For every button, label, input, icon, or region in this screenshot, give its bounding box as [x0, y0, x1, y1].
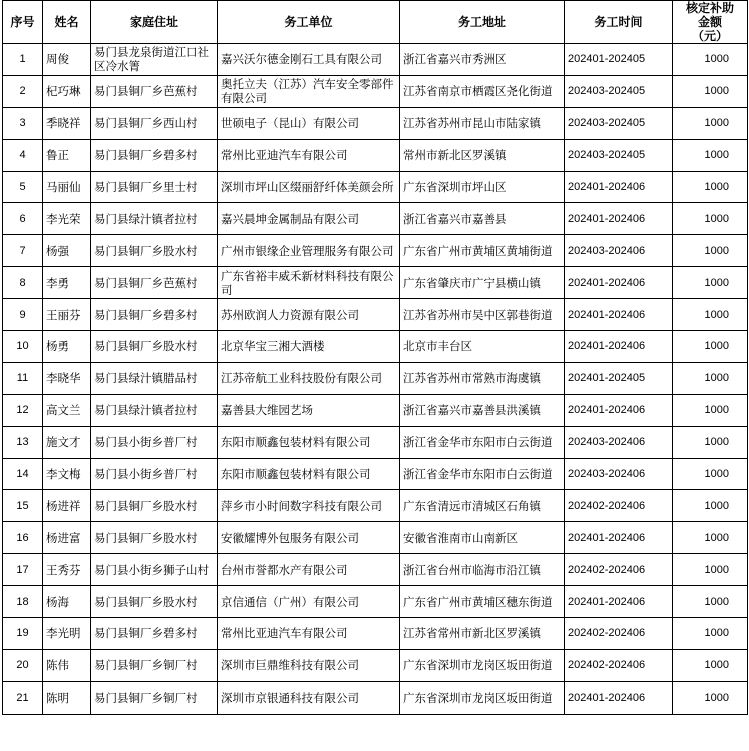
- cell-employer: 江苏帝航工业科技股份有限公司: [218, 362, 400, 394]
- table-row: [3, 490, 748, 522]
- cell-name: 李晓华: [43, 362, 91, 394]
- cell-work-address: 广东省深圳市龙岗区坂田街道: [400, 649, 565, 681]
- cell-amount: 1000: [673, 618, 748, 650]
- cell-name: 杨进富: [43, 522, 91, 554]
- cell-work-address: 浙江省嘉兴市秀洲区: [400, 44, 565, 76]
- cell-period: 202401-202406: [565, 522, 673, 554]
- cell-amount: 1000: [673, 107, 748, 139]
- cell-no: 3: [3, 107, 43, 139]
- cell-employer: 常州比亚迪汽车有限公司: [218, 139, 400, 171]
- cell-no: 10: [3, 331, 43, 363]
- cell-name: 李文梅: [43, 458, 91, 490]
- cell-work-address: 广东省清远市清城区石角镇: [400, 490, 565, 522]
- cell-name: 马丽仙: [43, 171, 91, 203]
- cell-employer: 台州市誉都水产有限公司: [218, 554, 400, 586]
- cell-no: 4: [3, 139, 43, 171]
- cell-period: 202401-202406: [565, 203, 673, 235]
- cell-name: 杨强: [43, 235, 91, 267]
- cell-home: 易门县铜厂乡股水村: [91, 331, 218, 363]
- cell-no: 1: [3, 44, 43, 76]
- cell-name: 杨进祥: [43, 490, 91, 522]
- cell-employer: 嘉兴沃尔德金刚石工具有限公司: [218, 44, 400, 76]
- cell-amount: 1000: [673, 554, 748, 586]
- cell-employer: 萍乡市小时间数字科技有限公司: [218, 490, 400, 522]
- cell-work-address: 江苏省南京市栖霞区尧化街道: [400, 75, 565, 107]
- cell-home: 易门县铜厂乡芭蕉村: [91, 267, 218, 299]
- cell-name: 杞巧琳: [43, 75, 91, 107]
- cell-employer: 深圳市坪山区缀丽舒纤体美颜会所: [218, 171, 400, 203]
- cell-home: 易门县铜厂乡铜厂村: [91, 649, 218, 681]
- cell-name: 鲁正: [43, 139, 91, 171]
- cell-amount: 1000: [673, 681, 748, 714]
- cell-employer: 嘉善县大维园艺场: [218, 394, 400, 426]
- cell-no: 13: [3, 426, 43, 458]
- table-row: [3, 426, 748, 458]
- cell-period: 202401-202406: [565, 171, 673, 203]
- cell-home: 易门县铜厂乡碧多村: [91, 299, 218, 331]
- cell-home: 易门县铜厂乡西山村: [91, 107, 218, 139]
- cell-employer: 嘉兴晨坤金属制品有限公司: [218, 203, 400, 235]
- cell-period: 202401-202406: [565, 267, 673, 299]
- cell-period: 202401-202405: [565, 44, 673, 76]
- table-row: [3, 522, 748, 554]
- header-amount-line2: 金额: [697, 15, 722, 29]
- cell-home: 易门县铜厂乡碧多村: [91, 618, 218, 650]
- cell-home: 易门县铜厂乡里士村: [91, 171, 218, 203]
- table-row: [3, 107, 748, 139]
- cell-work-address: 安徽省淮南市山南新区: [400, 522, 565, 554]
- table-row: [3, 75, 748, 107]
- cell-employer: 京信通信（广州）有限公司: [218, 586, 400, 618]
- cell-employer: 安徽耀博外包服务有限公司: [218, 522, 400, 554]
- cell-period: 202403-202406: [565, 235, 673, 267]
- cell-home: 易门县小街乡狮子山村: [91, 554, 218, 586]
- cell-period: 202402-202406: [565, 618, 673, 650]
- cell-work-address: 浙江省嘉兴市嘉善县: [400, 203, 565, 235]
- cell-home: 易门县铜厂乡股水村: [91, 490, 218, 522]
- cell-work-address: 浙江省金华市东阳市白云街道: [400, 426, 565, 458]
- cell-period: 202401-202406: [565, 394, 673, 426]
- cell-work-address: 江苏省苏州市常熟市海虞镇: [400, 362, 565, 394]
- cell-home: 易门县铜厂乡碧多村: [91, 139, 218, 171]
- cell-name: 王丽芬: [43, 299, 91, 331]
- cell-work-address: 江苏省苏州市昆山市陆家镇: [400, 107, 565, 139]
- cell-amount: 1000: [673, 139, 748, 171]
- cell-employer: 苏州欧润人力资源有限公司: [218, 299, 400, 331]
- cell-period: 202401-202406: [565, 681, 673, 714]
- table-row: [3, 362, 748, 394]
- cell-employer: 广东省裕丰威禾新材料科技有限公司: [218, 267, 400, 299]
- cell-no: 9: [3, 299, 43, 331]
- cell-amount: 1000: [673, 394, 748, 426]
- table-body: [3, 44, 748, 715]
- table-row: [3, 203, 748, 235]
- subsidy-table: [2, 0, 748, 715]
- header-home: 家庭住址: [91, 1, 218, 44]
- table-row: [3, 171, 748, 203]
- cell-amount: 1000: [673, 75, 748, 107]
- cell-amount: 1000: [673, 522, 748, 554]
- cell-work-address: 广东省广州市黄埔区黄埔街道: [400, 235, 565, 267]
- cell-no: 15: [3, 490, 43, 522]
- cell-no: 14: [3, 458, 43, 490]
- cell-period: 202402-202406: [565, 554, 673, 586]
- cell-home: 易门县铜厂乡股水村: [91, 522, 218, 554]
- cell-no: 5: [3, 171, 43, 203]
- cell-no: 7: [3, 235, 43, 267]
- cell-no: 12: [3, 394, 43, 426]
- cell-amount: 1000: [673, 44, 748, 76]
- cell-work-address: 浙江省金华市东阳市白云街道: [400, 458, 565, 490]
- cell-name: 王秀芬: [43, 554, 91, 586]
- cell-name: 李勇: [43, 267, 91, 299]
- cell-name: 杨勇: [43, 331, 91, 363]
- cell-name: 施文才: [43, 426, 91, 458]
- cell-employer: 世硕电子（昆山）有限公司: [218, 107, 400, 139]
- cell-employer: 东阳市顺鑫包装材料有限公司: [218, 458, 400, 490]
- cell-period: 202403-202405: [565, 75, 673, 107]
- header-amount: [673, 1, 748, 44]
- header-amount-line3: （元）: [691, 29, 728, 43]
- header-no: 序号: [3, 1, 43, 44]
- cell-no: 17: [3, 554, 43, 586]
- cell-work-address: 浙江省台州市临海市沿江镇: [400, 554, 565, 586]
- cell-period: 202401-202406: [565, 331, 673, 363]
- cell-work-address: 广东省深圳市坪山区: [400, 171, 565, 203]
- cell-amount: 1000: [673, 203, 748, 235]
- cell-no: 18: [3, 586, 43, 618]
- cell-amount: 1000: [673, 362, 748, 394]
- cell-home: 易门县绿汁镇腊品村: [91, 362, 218, 394]
- table-row: [3, 299, 748, 331]
- header-amount-line1: 核定补助: [685, 1, 734, 15]
- table-row: [3, 649, 748, 681]
- cell-name: 李光明: [43, 618, 91, 650]
- cell-no: 21: [3, 681, 43, 714]
- header-row: [3, 1, 748, 44]
- cell-no: 11: [3, 362, 43, 394]
- cell-no: 19: [3, 618, 43, 650]
- cell-amount: 1000: [673, 426, 748, 458]
- cell-name: 杨海: [43, 586, 91, 618]
- table-row: [3, 267, 748, 299]
- cell-home: 易门县龙泉街道江口社区冷水箐: [91, 44, 218, 76]
- cell-employer: 常州比亚迪汽车有限公司: [218, 618, 400, 650]
- cell-no: 8: [3, 267, 43, 299]
- cell-employer: 深圳市巨鼎维科技有限公司: [218, 649, 400, 681]
- cell-name: 高文兰: [43, 394, 91, 426]
- table-row: [3, 139, 748, 171]
- cell-no: 6: [3, 203, 43, 235]
- cell-work-address: 广东省深圳市龙岗区坂田街道: [400, 681, 565, 714]
- header-period: 务工时间: [565, 1, 673, 44]
- cell-name: 陈伟: [43, 649, 91, 681]
- cell-no: 16: [3, 522, 43, 554]
- cell-work-address: 广东省广州市黄埔区穗东街道: [400, 586, 565, 618]
- cell-amount: 1000: [673, 299, 748, 331]
- cell-period: 202403-202405: [565, 139, 673, 171]
- table-row: [3, 458, 748, 490]
- table-row: [3, 394, 748, 426]
- cell-name: 李光荣: [43, 203, 91, 235]
- cell-period: 202402-202406: [565, 490, 673, 522]
- cell-home: 易门县小街乡普厂村: [91, 426, 218, 458]
- cell-work-address: 广东省肇庆市广宁县横山镇: [400, 267, 565, 299]
- cell-period: 202403-202406: [565, 458, 673, 490]
- cell-work-address: 江苏省苏州市吴中区郭巷街道: [400, 299, 565, 331]
- cell-no: 20: [3, 649, 43, 681]
- cell-work-address: 北京市丰台区: [400, 331, 565, 363]
- cell-no: 2: [3, 75, 43, 107]
- cell-name: 周俊: [43, 44, 91, 76]
- header-work-address: 务工地址: [400, 1, 565, 44]
- table-row: [3, 235, 748, 267]
- cell-employer: 奥托立夫（江苏）汽车安全零部件有限公司: [218, 75, 400, 107]
- cell-amount: 1000: [673, 586, 748, 618]
- cell-home: 易门县铜厂乡股水村: [91, 235, 218, 267]
- cell-home: 易门县铜厂乡股水村: [91, 586, 218, 618]
- header-name: 姓名: [43, 1, 91, 44]
- cell-amount: 1000: [673, 458, 748, 490]
- cell-name: 陈明: [43, 681, 91, 714]
- table-row: [3, 586, 748, 618]
- cell-period: 202401-202406: [565, 299, 673, 331]
- cell-period: 202403-202405: [565, 107, 673, 139]
- table-row: [3, 331, 748, 363]
- table-row: [3, 44, 748, 76]
- cell-home: 易门县绿汁镇者拉村: [91, 394, 218, 426]
- cell-amount: 1000: [673, 490, 748, 522]
- cell-amount: 1000: [673, 171, 748, 203]
- cell-employer: 深圳市京银通科技有限公司: [218, 681, 400, 714]
- cell-work-address: 浙江省嘉兴市嘉善县洪溪镇: [400, 394, 565, 426]
- cell-amount: 1000: [673, 649, 748, 681]
- cell-home: 易门县铜厂乡芭蕉村: [91, 75, 218, 107]
- table-row: [3, 618, 748, 650]
- cell-period: 202401-202405: [565, 362, 673, 394]
- cell-work-address: 江苏省常州市新北区罗溪镇: [400, 618, 565, 650]
- cell-employer: 东阳市顺鑫包装材料有限公司: [218, 426, 400, 458]
- cell-home: 易门县小街乡普厂村: [91, 458, 218, 490]
- cell-period: 202402-202406: [565, 649, 673, 681]
- table-row: [3, 554, 748, 586]
- cell-amount: 1000: [673, 267, 748, 299]
- cell-employer: 北京华宝三湘大酒楼: [218, 331, 400, 363]
- cell-period: 202401-202406: [565, 586, 673, 618]
- cell-amount: 1000: [673, 235, 748, 267]
- cell-period: 202403-202406: [565, 426, 673, 458]
- cell-home: 易门县铜厂乡铜厂村: [91, 681, 218, 714]
- cell-name: 季晓祥: [43, 107, 91, 139]
- cell-employer: 广州市银缘企业管理服务有限公司: [218, 235, 400, 267]
- cell-work-address: 常州市新北区罗溪镇: [400, 139, 565, 171]
- table-row: [3, 681, 748, 714]
- cell-amount: 1000: [673, 331, 748, 363]
- header-employer: 务工单位: [218, 1, 400, 44]
- cell-home: 易门县绿汁镇者拉村: [91, 203, 218, 235]
